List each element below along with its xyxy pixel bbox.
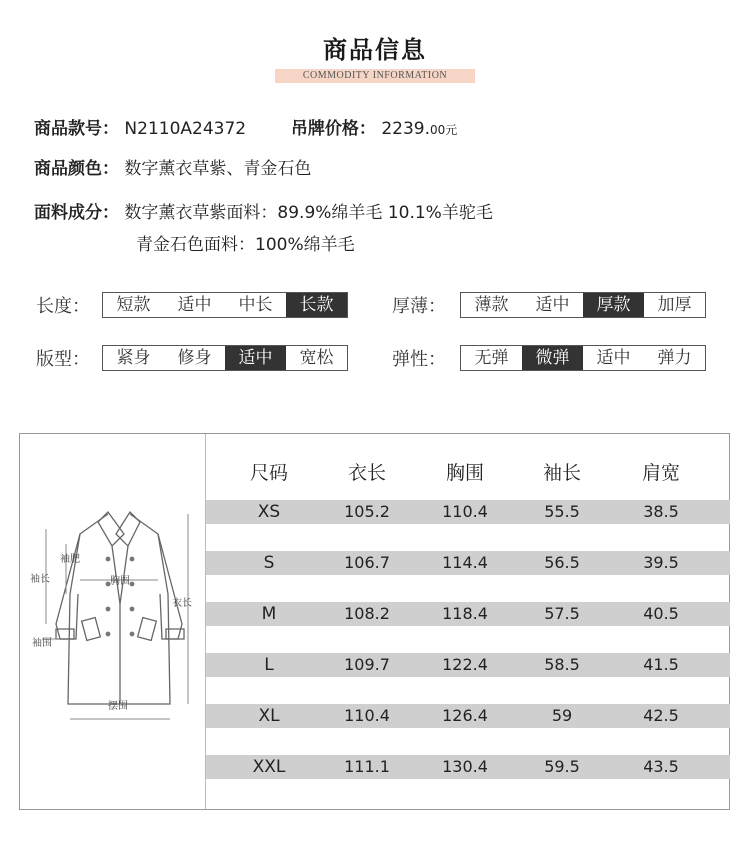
info-row-fabric	[34, 198, 493, 223]
elasticity-option-0[interactable]: 无弹	[474, 348, 509, 368]
elasticity-option-2[interactable]: 适中	[596, 348, 631, 368]
color-label: 商品颜色：	[34, 159, 119, 179]
section-subtitle-wrap	[275, 69, 475, 83]
thickness-option-2[interactable]: 厚款	[583, 293, 644, 317]
diagram-label-chest: 胸围	[110, 576, 130, 587]
elasticity-option-1[interactable]: 微弹	[522, 346, 583, 370]
thickness-label: 厚薄：	[392, 296, 446, 317]
section-subtitle: COMMODITY INFORMATION	[302, 70, 448, 81]
measure-cell: 105.2	[344, 502, 390, 521]
measure-cell: 42.5	[643, 706, 679, 725]
measure-cell: 59.5	[544, 757, 580, 776]
measure-cell: 40.5	[643, 604, 679, 623]
column-header-4: 肩宽	[641, 462, 680, 484]
measure-cell: 122.4	[442, 655, 488, 674]
length-option-1[interactable]: 适中	[177, 295, 212, 315]
price-label: 吊牌价格：	[290, 119, 376, 139]
elasticity-option-3[interactable]: 弹力	[657, 348, 692, 368]
column-header-0: 尺码	[249, 462, 288, 484]
length-option-2[interactable]: 中长	[238, 295, 273, 315]
measure-cell: 41.5	[643, 655, 679, 674]
fit-option-3[interactable]: 宽松	[299, 348, 334, 368]
fit-label: 版型：	[36, 349, 90, 370]
info-row-color	[34, 154, 311, 179]
fit-options	[102, 345, 348, 371]
measure-cell: 111.1	[344, 757, 390, 776]
column-header-2: 胸围	[445, 462, 484, 484]
diagram-label-sleeve-width: 袖肥	[60, 554, 80, 565]
color-value: 数字薰衣草紫、青金石色	[124, 159, 312, 179]
measure-cell: 110.4	[442, 502, 488, 521]
measure-cell: 43.5	[643, 757, 679, 776]
info-row-style	[34, 114, 457, 139]
column-header-3: 袖长	[542, 462, 581, 484]
measure-cell: 114.4	[442, 553, 488, 572]
size-cell: L	[264, 655, 274, 675]
measure-cell: 110.4	[344, 706, 390, 725]
column-header-1: 衣长	[347, 462, 386, 484]
section-header	[0, 30, 750, 83]
measure-cell: 38.5	[643, 502, 679, 521]
measure-cell: 59	[551, 706, 573, 725]
coat-measurement-diagram	[20, 434, 205, 809]
thickness-options	[460, 292, 706, 318]
measure-cell: 118.4	[442, 604, 488, 623]
price-decimal: 00元	[430, 123, 458, 137]
diagram-label-cuff: 袖围	[32, 638, 52, 649]
measure-cell: 126.4	[442, 706, 488, 725]
measure-cell: 55.5	[544, 502, 580, 521]
fit-option-2[interactable]: 适中	[225, 346, 286, 370]
thickness-option-1[interactable]: 适中	[535, 295, 570, 315]
measure-cell: 58.5	[544, 655, 580, 674]
measure-cell: 109.7	[344, 655, 390, 674]
fit-option-1[interactable]: 修身	[177, 348, 212, 368]
length-option-0[interactable]: 短款	[116, 295, 151, 315]
measure-cell: 57.5	[544, 604, 580, 623]
size-cell: M	[261, 604, 277, 624]
fit-option-0[interactable]: 紧身	[116, 348, 151, 368]
elasticity-options	[460, 345, 706, 371]
size-cell: XS	[257, 502, 281, 522]
diagram-label-body-length: 衣长	[172, 598, 192, 609]
fabric-label: 面料成分：	[34, 203, 119, 223]
thickness-option-0[interactable]: 薄款	[474, 295, 509, 315]
measure-cell: 56.5	[544, 553, 580, 572]
size-cell: XXL	[252, 757, 286, 777]
measure-cell: 106.7	[344, 553, 390, 572]
elasticity-label: 弹性：	[392, 349, 446, 370]
measure-cell: 39.5	[643, 553, 679, 572]
size-table	[19, 433, 730, 810]
fabric-line-2: 青金石色面料：100%绵羊毛	[136, 235, 355, 255]
price-value: 2239.	[381, 119, 430, 139]
diagram-label-sleeve-length: 袖长	[30, 574, 50, 585]
fabric-line-1: 数字薰衣草紫面料：89.9%绵羊毛 10.1%羊驼毛	[124, 203, 493, 223]
style-no-label: 商品款号：	[34, 119, 119, 139]
length-options	[102, 292, 348, 318]
measure-cell: 108.2	[344, 604, 390, 623]
style-no-value: N2110A24372	[124, 119, 247, 139]
length-option-3[interactable]: 长款	[286, 293, 347, 317]
measure-cell: 130.4	[442, 757, 488, 776]
section-title: 商品信息	[323, 36, 427, 64]
diagram-label-hem: 摆围	[108, 701, 128, 712]
size-cell: XL	[258, 706, 280, 726]
thickness-option-3[interactable]: 加厚	[657, 295, 692, 315]
length-label: 长度：	[36, 296, 90, 317]
size-cell: S	[263, 553, 275, 573]
